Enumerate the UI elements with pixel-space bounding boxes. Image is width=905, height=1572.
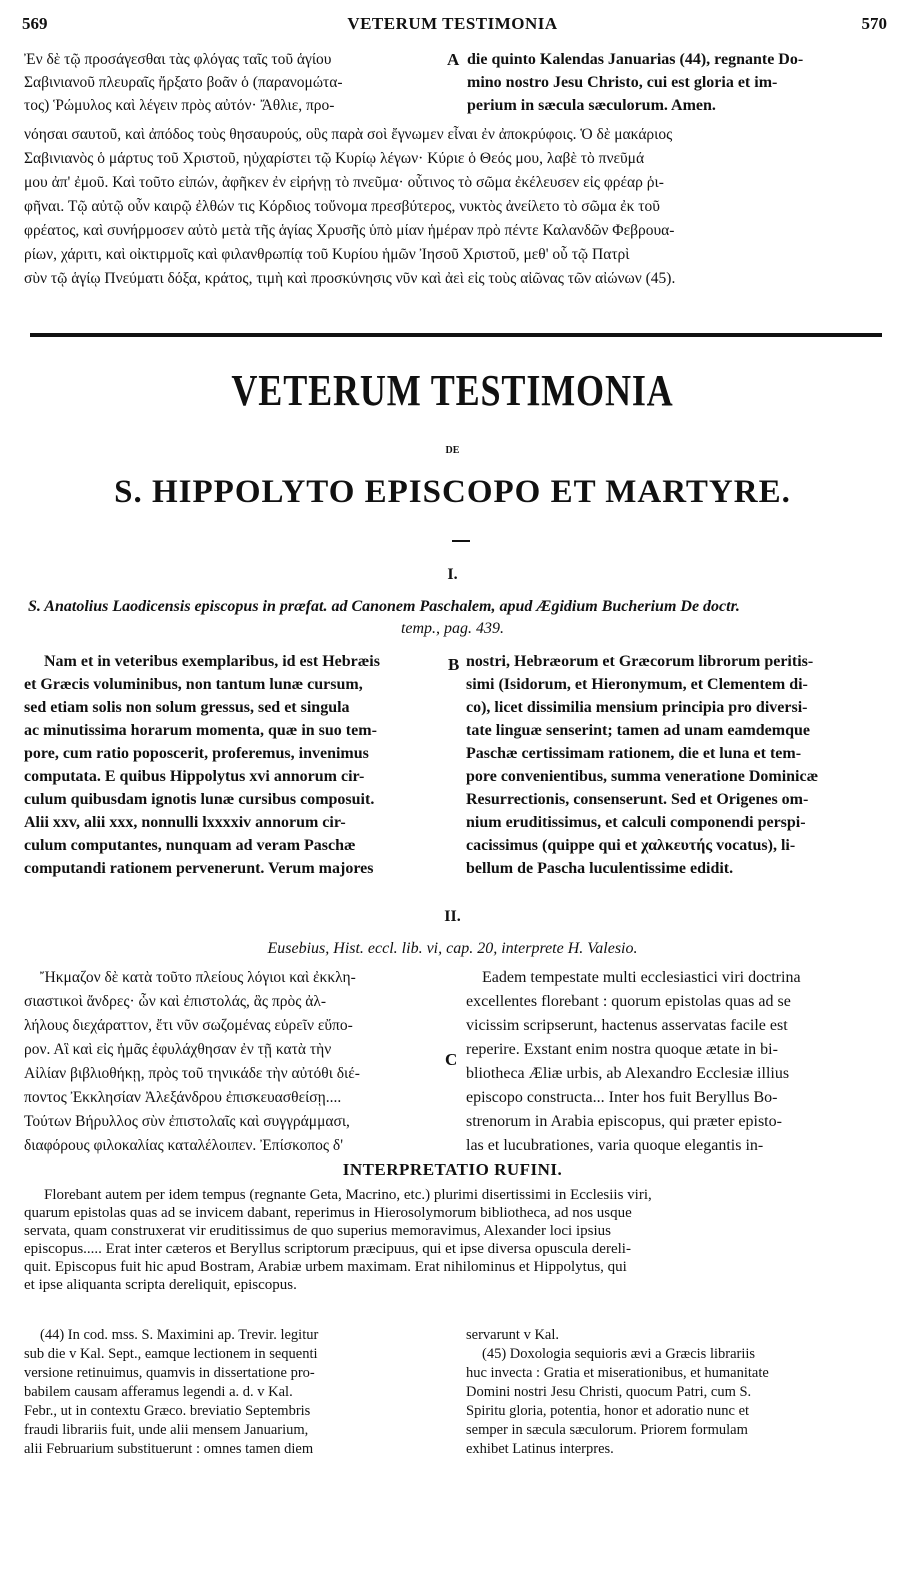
- source-citation: Eusebius, Hist. eccl. lib. vi, cap. 20, interprete H. Valesio.: [267, 940, 638, 957]
- text-line: strenorum in Arabia episcopus, qui præter episto-: [466, 1113, 782, 1130]
- text-line: μου ἀπ' ἐμοῦ. Καὶ τοῦτο εἰπών, ἀφῆκεν ἐν εἰρήνῃ τὸ πνεῦμα· οὗτινος τὸ σῶμα ἐκέλευσεν εἰς φρέαρ ῥι-: [24, 174, 664, 191]
- text-line: mino nostro Jesu Christo, cui est gloria et im-: [467, 74, 778, 91]
- text-line: νόησαι σαυτοῦ, καὶ ἀπόδος τοὺς θησαυρούς, οὓς παρὰ σοὶ ἔγνωμεν εἶναι ἐν ἀποκρύφοις. Ὁ δὲ μακάριος: [24, 126, 673, 143]
- text-line: excellentes florebant : quorum epistolas quas ad se: [466, 993, 791, 1010]
- text-line: φῆναι. Τῷ αὐτῷ οὖν καιρῷ ἐλθών τις Κόρδιος τοὔνομα πρεσβύτερος, νυκτὸς ἀνείλετο τὸ σῶμα ἐκ τοῦ: [24, 198, 660, 215]
- text-line: die quinto Kalendas Januarias (44), regnante Do-: [467, 51, 804, 68]
- text-line: nostri, Hebræorum et Græcorum librorum peritis-: [466, 653, 814, 670]
- footnote-line: (45) Doxologia sequioris ævi a Græcis librariis: [482, 1346, 756, 1362]
- page-number-right: 570: [861, 14, 887, 33]
- text-line: et ipse aliquanta scripta dereliquit, episcopus.: [24, 1277, 297, 1293]
- footnote-line: Spiritu gloria, potentia, honor et adoratio nunc et: [466, 1403, 750, 1419]
- page-number-left: 569: [22, 14, 48, 33]
- section-number-1: I.: [447, 566, 458, 583]
- text-line: episcopo constructa... Inter hos fuit Beryllus Bo-: [466, 1089, 778, 1106]
- footnote-line: fraudi librariis fuit, unde alii mensem Januarium,: [24, 1422, 309, 1438]
- footnote-line: Febr., ut in contextu Græco. breviatio Septembris: [24, 1403, 311, 1419]
- text-line: διαφόρους φιλοκαλίας καταλέλοιπεν. Ἐπίσκοπος δ': [24, 1137, 344, 1154]
- text-line: τος) Ῥώμυλος καὶ λέγειν πρὸς αὐτόν· Ἄθλιε, προ-: [24, 97, 335, 114]
- text-line: episcopus..... Erat inter cæteros et Beryllus scriptorum præcipuus, qui et ipse diversa opuscula dereli-: [24, 1241, 631, 1257]
- main-title: VETERUM TESTIMONIA: [231, 366, 674, 415]
- margin-marker-a: A: [447, 50, 460, 69]
- text-line: σὺν τῷ ἁγίῳ Πνεύματι δόξα, κράτος, τιμὴ καὶ προσκύνησις νῦν καὶ ἀεὶ εἰς τοὺς αἰῶνας τῶν αἰώνων (45).: [24, 270, 676, 287]
- text-line: computandi rationem pervenerunt. Verum majores: [24, 860, 374, 877]
- text-line: ρον. Αἳ καὶ εἰς ἡμᾶς ἐφυλάχθησαν ἐν τῇ κατὰ τὴν: [24, 1041, 332, 1058]
- footnote-line: alii Februarium substituerunt : omnes tamen diem: [24, 1441, 314, 1457]
- text-line: Resurrectionis, consenserunt. Sed et Origenes om-: [466, 791, 809, 808]
- text-line: Ἐν δὲ τῷ προσάγεσθαι τὰς φλόγας ταῖς τοῦ ἁγίου: [24, 51, 332, 68]
- text-line: Alii xxv, alii xxx, nonnulli lxxxxiv annorum cir-: [24, 814, 346, 831]
- text-line: bellum de Pascha luculentissime edidit.: [466, 860, 734, 877]
- title-dash: [452, 540, 470, 542]
- text-line: Αἰλίαν βιβλιοθήκῃ, πρὸς τοῦ τηνικάδε τὴν αὐτόθι διέ-: [24, 1065, 360, 1082]
- text-line: bliotheca Æliæ urbis, ab Alexandro Ecclesiæ illius: [466, 1065, 790, 1082]
- text-line: perium in sæcula sæculorum. Amen.: [467, 97, 716, 114]
- text-line: co), licet dissimilia mensium principia pro diversi-: [466, 699, 808, 716]
- text-line: Ἤκμαζον δὲ κατὰ τοῦτο πλείους λόγιοι καὶ ἐκκλη-: [40, 969, 356, 986]
- text-line: simi (Isidorum, et Hieronymum, et Clementem di-: [466, 676, 808, 693]
- section-divider: [30, 333, 882, 337]
- text-line: Eadem tempestate multi ecclesiastici viri doctrina: [482, 969, 801, 986]
- source-citation: S. Anatolius Laodicensis episcopus in præfat. ad Canonem Paschalem, apud Ægidium Bucherium De doctr.: [28, 598, 740, 615]
- text-line: pore, cum ratio poposcerit, proferemus, invenimus: [24, 745, 369, 762]
- text-line: φρέατος, καὶ συνήρμοσεν αὐτὸ μετὰ τῆς ἁγίας Χρυσῆς ὑπὸ μίαν ἡμέραν πρὸ πέντε Καλανδῶν Φεβρουα-: [24, 222, 675, 239]
- margin-marker-c: C: [445, 1050, 458, 1069]
- text-line: nium eruditissimus, et calculi componendi perspi-: [466, 814, 806, 831]
- text-line: ρίων, χάριτι, καὶ οἰκτιρμοῖς καὶ φιλανθρωπίᾳ τοῦ Κυρίου ἡμῶν Ἰησοῦ Χριστοῦ, μεθ' οὗ τῷ Πατρὶ: [24, 246, 630, 263]
- text-line: cacissimus (quippe qui et χαλκευτής vocatus), li-: [466, 837, 796, 854]
- running-title: VETERUM TESTIMONIA: [347, 14, 558, 33]
- text-line: las et lucubrationes, varia quoque elegantis in-: [466, 1137, 764, 1154]
- footnote-line: huc invecta : Gratia et miserationibus, et humanitate: [466, 1365, 769, 1381]
- footnote-line: Domini nostri Jesu Christi, quocum Patri, cum S.: [466, 1384, 752, 1400]
- text-line: sed etiam solis non solum gressus, sed et singula: [24, 699, 350, 716]
- text-line: ac minutissima horarum momenta, quæ in suo tem-: [24, 722, 377, 739]
- text-line: Florebant autem per idem tempus (regnante Geta, Macrino, etc.) plurimi disertissimi in Ecclesiis viri,: [44, 1187, 652, 1203]
- text-line: Σαβινιανοῦ πλευραῖς ἤρξατο βοᾶν ὁ (παρανομώτα-: [24, 74, 343, 91]
- text-line: Paschæ certissimam rationem, die et luna et tem-: [466, 745, 802, 762]
- footnote-line: (44) In cod. mss. S. Maximini ap. Trevir. legitur: [40, 1327, 319, 1343]
- title-de: DE: [445, 445, 460, 456]
- footnote-line: exhibet Latinus interpres.: [466, 1441, 614, 1457]
- text-line: vicissim scripserunt, hactenus asservatas facile est: [466, 1017, 788, 1034]
- text-line: quarum epistolas quas ad se invicem dabant, reperimus in Hierosolymorum bibliotheca, ad nos usque: [24, 1205, 632, 1221]
- text-line: ποντος Ἐκκλησίαν Ἀλεξάνδρου ἐπισκευασθείσῃ....: [24, 1089, 342, 1106]
- text-line: computata. E quibus Hippolytus xvi annorum cir-: [24, 768, 365, 785]
- source-citation: temp., pag. 439.: [400, 620, 505, 637]
- section-heading: INTERPRETATIO RUFINI.: [342, 1160, 563, 1179]
- text-line: culum computantes, nunquam ad veram Paschæ: [24, 837, 356, 854]
- text-line: reperire. Exstant enim nostra quoque ætate in bi-: [466, 1041, 778, 1058]
- text-line: pore convenientibus, summa veneratione Dominicæ: [466, 768, 819, 785]
- text-line: quit. Episcopus fuit hic apud Bostram, Arabiæ urbem maximam. Erat nihilominus et Hippolytus, qui: [24, 1259, 627, 1275]
- text-line: σιαστικοὶ ἄνδρες· ὧν καὶ ἐπιστολάς, ἃς πρὸς ἀλ-: [24, 993, 327, 1010]
- title-subject: S. HIPPOLYTO EPISCOPO ET MARTYRE.: [114, 474, 791, 510]
- text-line: et Græcis voluminibus, non tantum lunæ cursum,: [24, 676, 363, 693]
- text-line: Τούτων Βήρυλλος σὺν ἐπιστολαῖς καὶ συγγράμμασι,: [24, 1113, 350, 1130]
- footnote-line: servarunt v Kal.: [466, 1327, 560, 1343]
- running-header: [0, 14, 905, 38]
- footnote-line: semper in sæcula sæculorum. Priorem formulam: [466, 1422, 748, 1438]
- margin-marker-b: B: [448, 655, 460, 674]
- section-number-2: II.: [444, 908, 461, 925]
- text-line: λήλους διεχάραττον, ἔτι νῦν σωζομένας εὑρεῖν εὔπο-: [24, 1017, 353, 1034]
- text-line: culum quibusdam ignotis lunæ cursibus composuit.: [24, 791, 375, 808]
- text-line: Nam et in veteribus exemplaribus, id est Hebræis: [44, 653, 380, 670]
- text-line: Σαβινιανὸς ὁ μάρτυς τοῦ Χριστοῦ, ηὐχαρίστει τῷ Κυρίῳ λέγων· Κύριε ὁ Θεός μου, λαβὲ τὸ πνεῦμά: [24, 150, 645, 167]
- text-line: servata, quam construxerat vir eruditissimus de quo superius memoravimus, Alexander loci ipsius: [24, 1223, 611, 1239]
- footnote-line: babilem causam afferamus legendi a. d. v Kal.: [24, 1384, 293, 1400]
- footnote-line: sub die v Kal. Sept., eamque lectionem in sequenti: [24, 1346, 318, 1362]
- footnote-line: versione retinuimus, quamvis in dissertatione pro-: [24, 1365, 315, 1381]
- text-line: tate linguæ senserint; tamen ad unam eamdemque: [466, 722, 810, 739]
